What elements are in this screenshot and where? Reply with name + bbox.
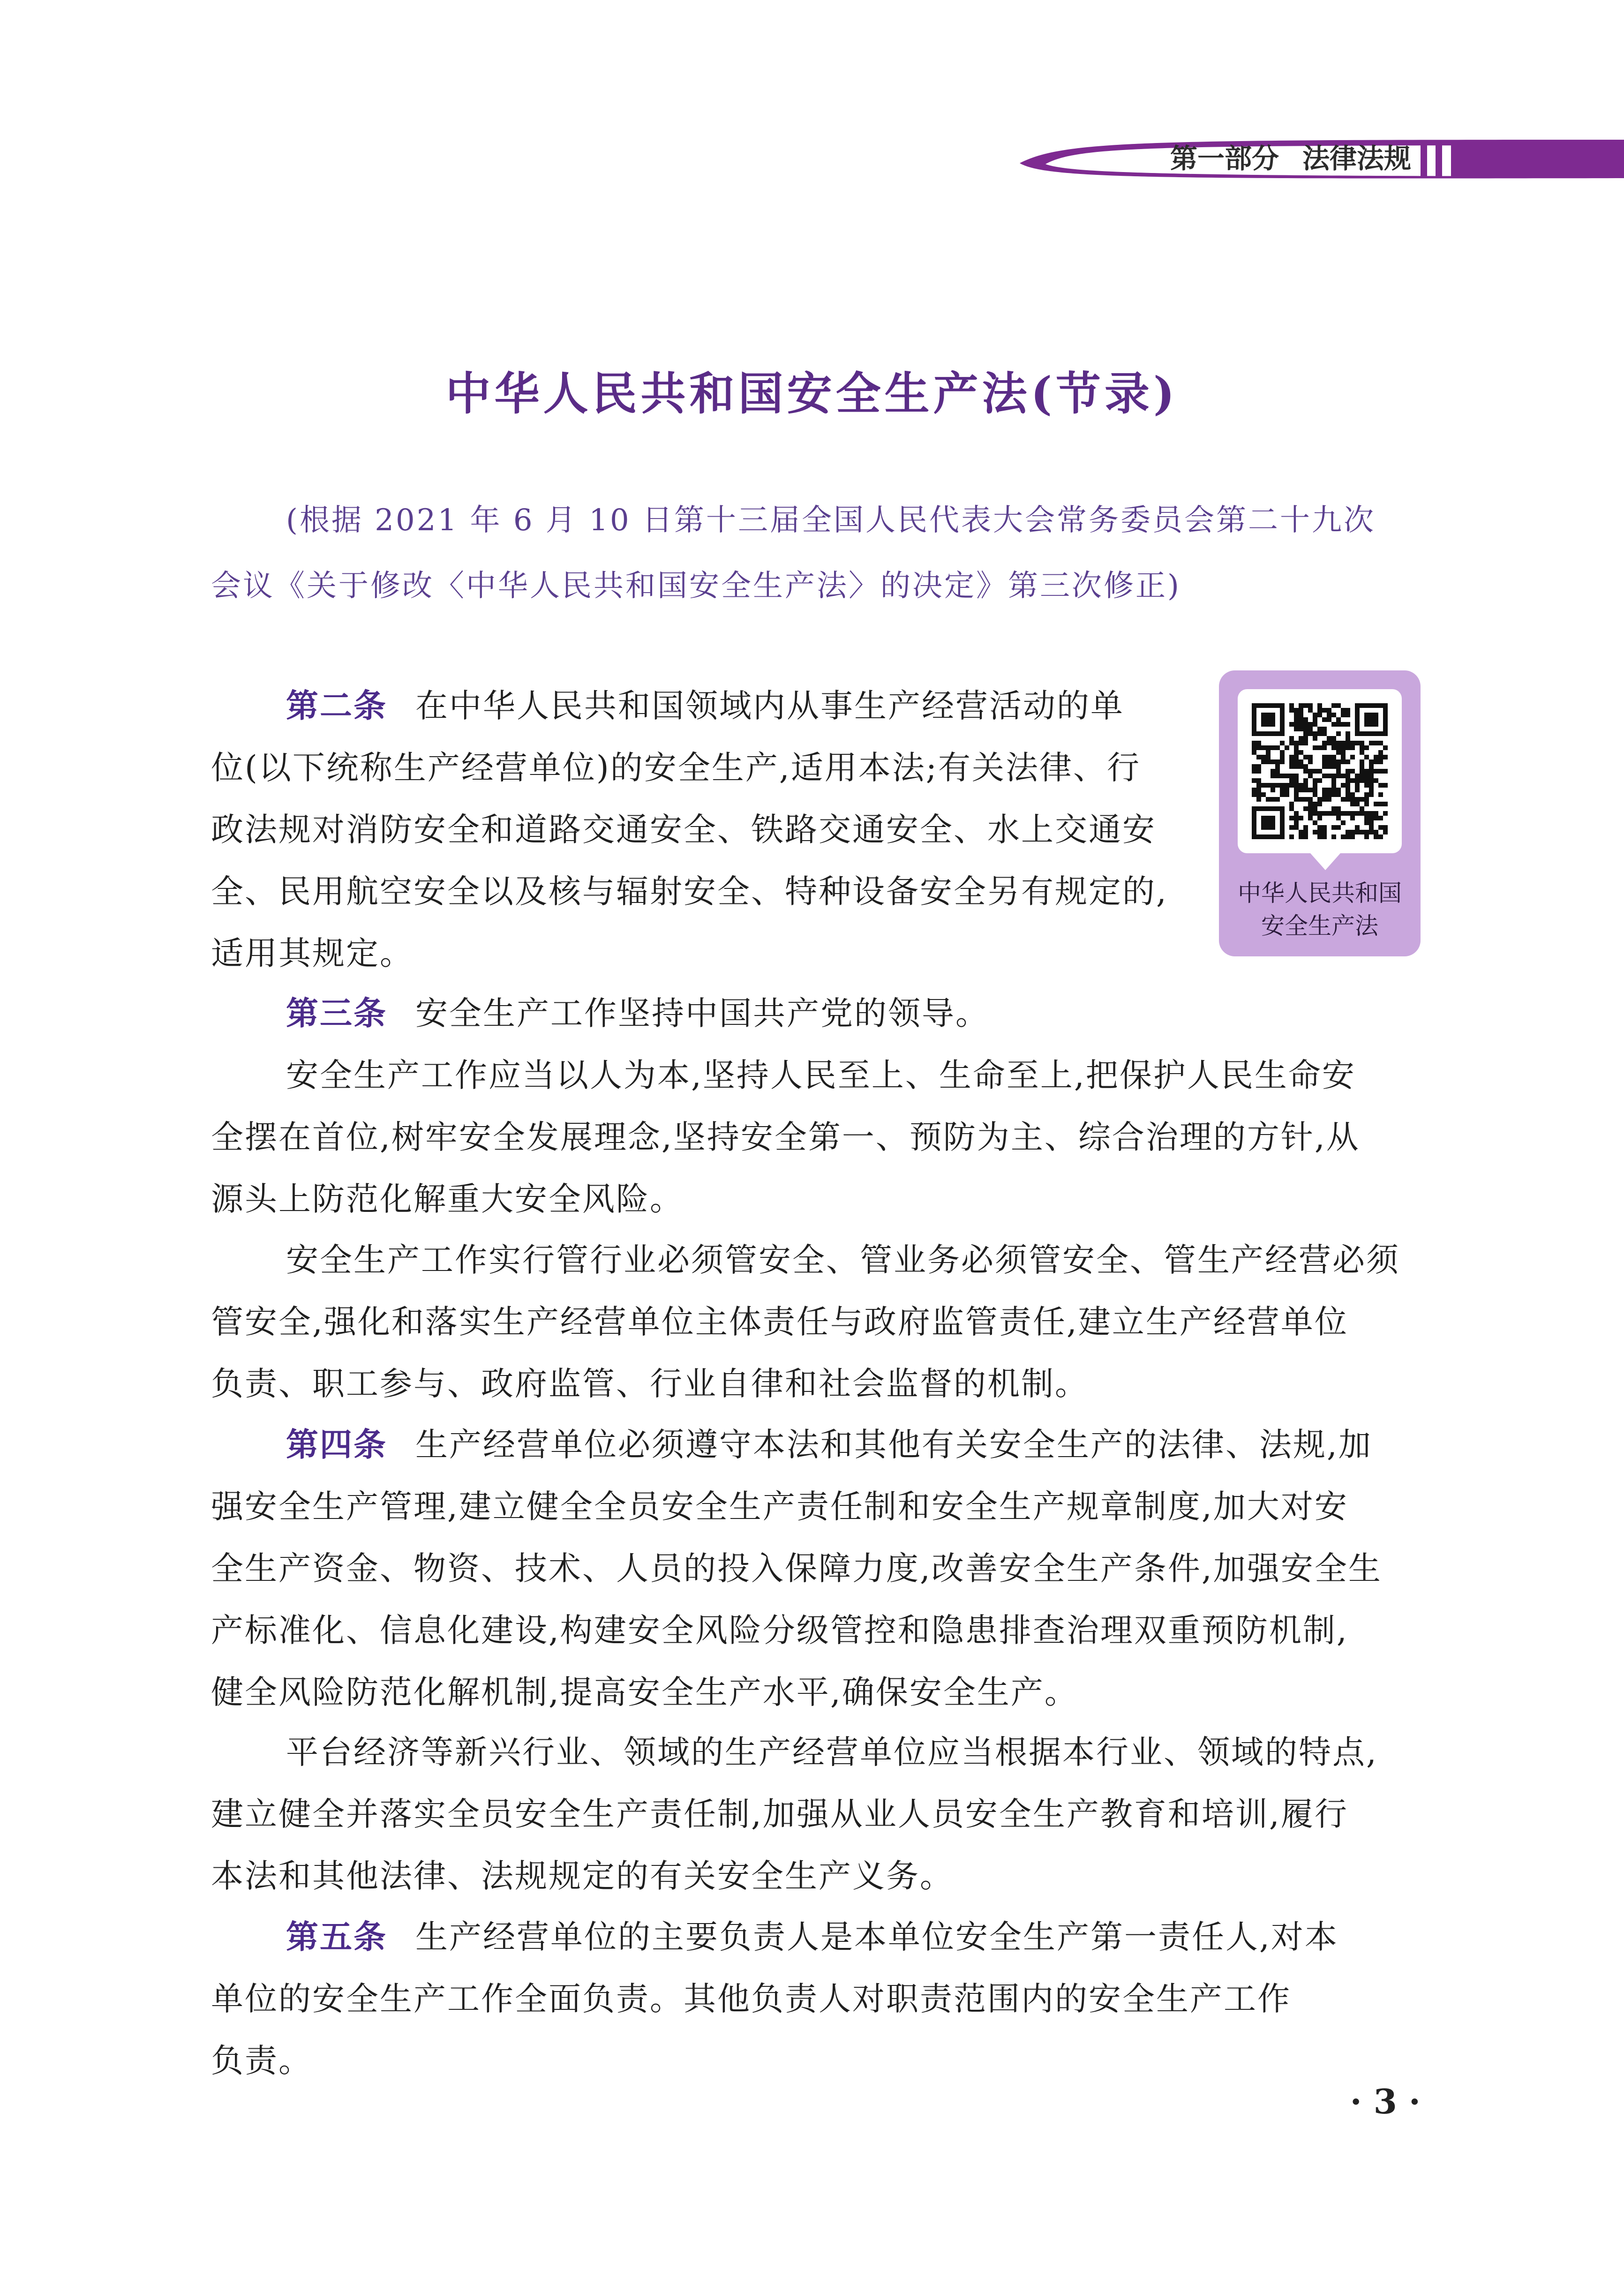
- paragraph-line: 平台经济等新兴行业、领域的生产经营单位应当根据本行业、领域的特点,: [286, 1734, 1378, 1771]
- qr-caption-line: 中华人民共和国: [1238, 879, 1402, 907]
- article-label: 第二条: [286, 687, 387, 725]
- paragraph-line: 建立健全并落实全员安全生产责任制,加强从业人员安全生产教育和培训,履行: [211, 1796, 1348, 1833]
- paragraph: [211, 1229, 1421, 1415]
- header-bar-thin-1: [1421, 141, 1427, 176]
- paragraph-line: 适用其规定。: [211, 935, 414, 972]
- paragraph-line: 单位的安全生产工作全面负责。其他负责人对职责范围内的安全生产工作: [211, 1980, 1291, 2018]
- paragraph-article-4: [211, 1414, 1421, 1723]
- header-section: 法律法规: [1302, 143, 1411, 174]
- paragraph-line: 本法和其他法律、法规规定的有关安全生产义务。: [211, 1857, 954, 1895]
- qr-code-icon[interactable]: [1238, 689, 1402, 853]
- header-part: 第一部分: [1170, 143, 1279, 174]
- qr-code-frame: [1238, 689, 1402, 853]
- paragraph-line: 管安全,强化和落实生产经营单位主体责任与政府监管责任,建立生产经营单位: [211, 1303, 1348, 1341]
- paragraph: [211, 1721, 1421, 1907]
- paragraph-line: 全生产资金、物资、技术、人员的投入保障力度,改善安全生产条件,加强安全生: [211, 1550, 1382, 1587]
- running-header: [1120, 141, 1411, 176]
- paragraph-line: 全摆在首位,树牢安全发展理念,坚持安全第一、预防为主、综合治理的方针,从: [211, 1119, 1360, 1156]
- paragraph-line: 安全生产工作实行管行业必须管安全、管业务必须管安全、管生产经营必须: [286, 1241, 1400, 1279]
- paragraph-article-5: [211, 1906, 1421, 2092]
- qr-code-card[interactable]: [1219, 670, 1421, 956]
- paragraph-line: 在中华人民共和国领域内从事生产经营活动的单: [415, 687, 1124, 725]
- qr-caption: [1219, 877, 1421, 942]
- subtitle-line: (根据 2021 年 6 月 10 日第十三届全国人民代表大会常务委员会第二十九次: [286, 503, 1376, 538]
- paragraph-line: 负责、职工参与、政府监管、行业自律和社会监督的机制。: [211, 1365, 1089, 1403]
- paragraph-article-3: [211, 983, 1421, 1045]
- document-subtitle: [211, 488, 1421, 619]
- paragraph-line: 健全风险防范化解机制,提高安全生产水平,确保安全生产。: [211, 1674, 1078, 1711]
- qr-caption-line: 安全生产法: [1261, 912, 1378, 940]
- paragraph: [211, 1045, 1421, 1230]
- paragraph-line: 安全生产工作应当以人为本,坚持人民至上、生命至上,把保护人民生命安: [286, 1057, 1356, 1094]
- subtitle-line: 会议《关于修改〈中华人民共和国安全生产法〉的决定》第三次修正): [211, 569, 1181, 603]
- paragraph-line: 产标准化、信息化建设,构建安全风险分级管控和隐患排查治理双重预防机制,: [211, 1612, 1348, 1649]
- paragraph-line: 全、民用航空安全以及核与辐射安全、特种设备安全另有规定的,: [211, 873, 1168, 910]
- paragraph-line: 负责。: [211, 2042, 312, 2080]
- paragraph-line: 源头上防范化解重大安全风险。: [211, 1180, 684, 1218]
- paragraph-line: 政法规对消防安全和道路交通安全、铁路交通安全、水上交通安: [211, 811, 1156, 849]
- paragraph-line: 位(以下统称生产经营单位)的安全生产,适用本法;有关法律、行: [211, 749, 1141, 787]
- page-number: · 3 ·: [1350, 2082, 1421, 2121]
- paragraph-line: 生产经营单位必须遵守本法和其他有关安全生产的法律、法规,加: [415, 1426, 1372, 1464]
- paragraph-line: 强安全生产管理,建立健全全员安全生产责任制和安全生产规章制度,加大对安: [211, 1488, 1348, 1526]
- header-bar-thick: [1451, 141, 1624, 176]
- document-title: 中华人民共和国安全生产法(节录): [445, 367, 1179, 420]
- article-label: 第五条: [286, 1918, 387, 1956]
- paragraph-article-2: [211, 675, 1200, 985]
- paragraph-line: 安全生产工作坚持中国共产党的领导。: [415, 995, 989, 1032]
- article-label: 第三条: [286, 994, 387, 1032]
- qr-pointer: [1310, 853, 1340, 870]
- article-label: 第四条: [286, 1426, 387, 1464]
- paragraph-line: 生产经营单位的主要负责人是本单位安全生产第一责任人,对本: [415, 1918, 1338, 1956]
- header-bar-thin-2: [1436, 141, 1442, 176]
